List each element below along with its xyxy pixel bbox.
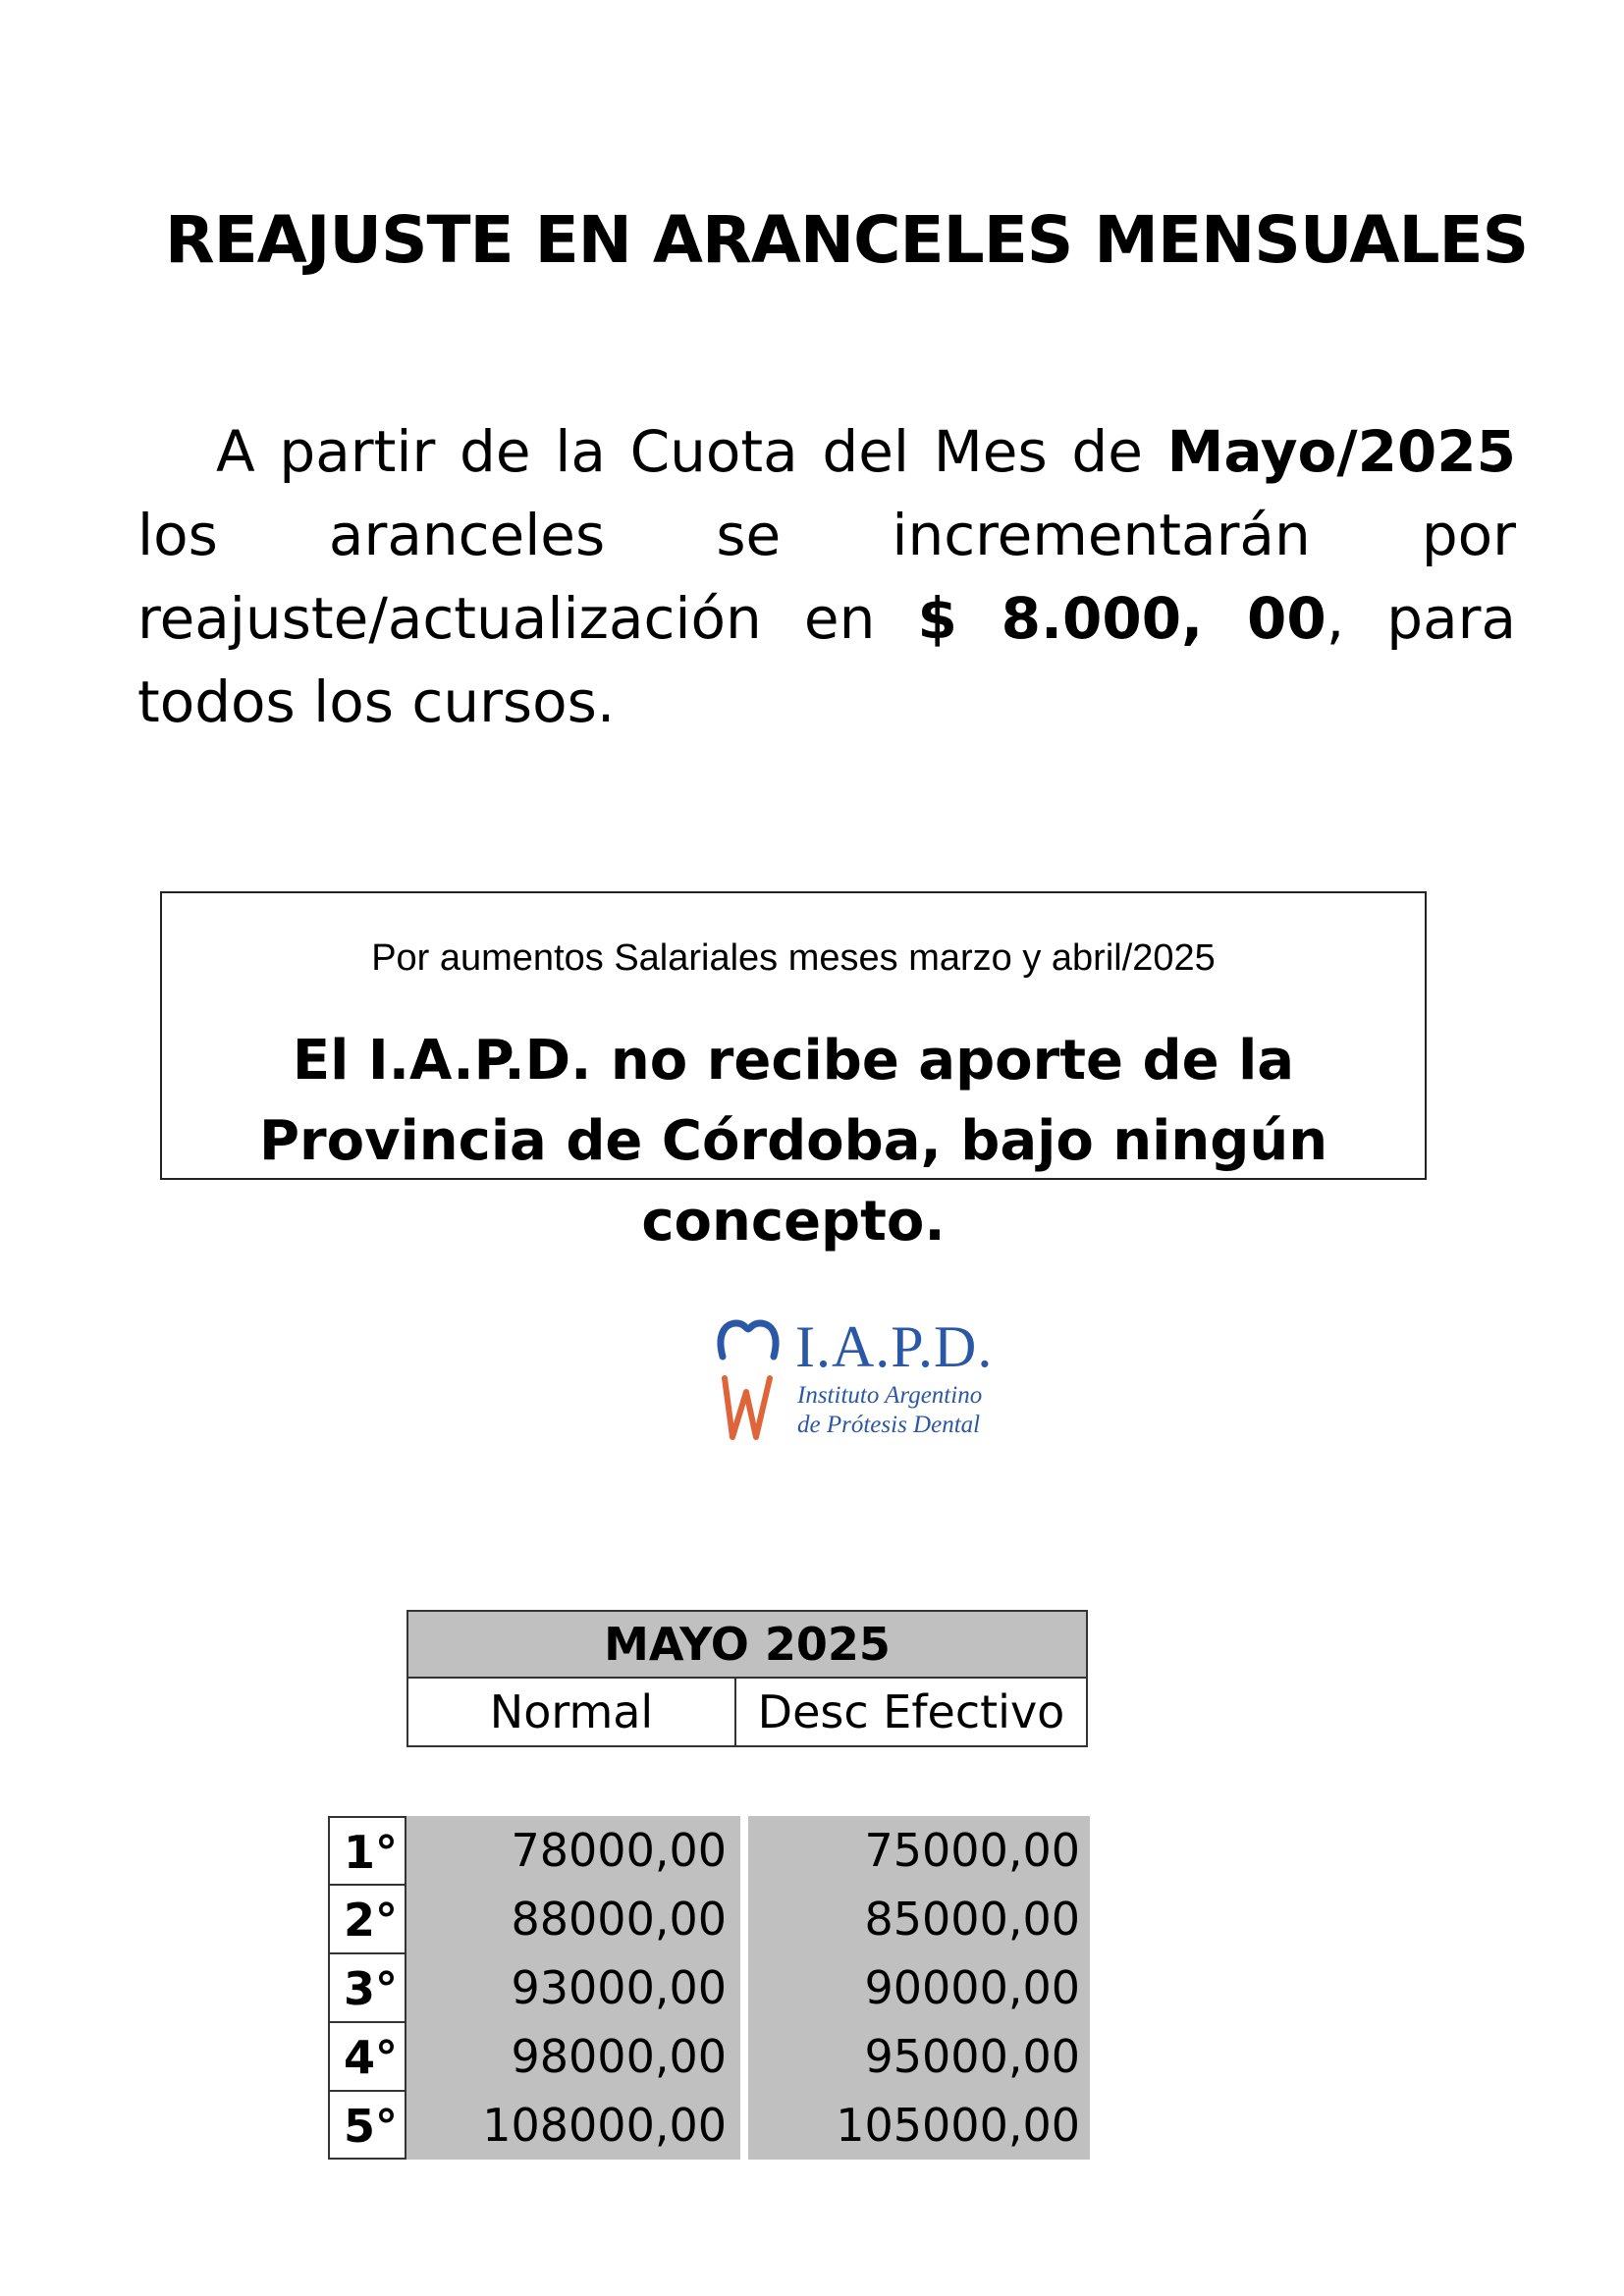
table-title: MAYO 2025 — [406, 1610, 1088, 1679]
column-desc-efectivo: Desc Efectivo — [734, 1679, 1088, 1747]
paragraph-amount: $ 8.000, 00 — [917, 585, 1326, 652]
column-normal: Normal — [406, 1679, 736, 1747]
cash-discount-fee: 75000,00 — [748, 1816, 1090, 1885]
course-label: 2° — [328, 1885, 406, 1953]
cash-discount-fee: 85000,00 — [748, 1885, 1090, 1953]
logo-subtitle-1: Instituto Argentino — [797, 1382, 983, 1409]
table-row — [328, 1885, 1090, 1953]
paragraph-text-3: , para todos los cursos. — [137, 585, 1517, 735]
course-label: 3° — [328, 1953, 406, 2022]
normal-fee: 78000,00 — [406, 1816, 740, 1885]
normal-fee: 93000,00 — [406, 1953, 740, 2022]
course-label: 1° — [328, 1816, 406, 1885]
table-row — [328, 2091, 1090, 2160]
logo-name: I.A.P.D. — [795, 1314, 994, 1379]
cash-discount-fee: 95000,00 — [748, 2022, 1090, 2091]
table-row — [328, 2022, 1090, 2091]
normal-fee: 108000,00 — [406, 2091, 740, 2160]
notice-subtitle: Por aumentos Salariales meses marzo y abril/2025 — [371, 937, 1216, 979]
cash-discount-fee: 105000,00 — [748, 2091, 1090, 2160]
normal-fee: 98000,00 — [406, 2022, 740, 2091]
cash-discount-fee: 90000,00 — [748, 1953, 1090, 2022]
tooth-icon — [713, 1317, 784, 1445]
iapd-logo — [713, 1313, 998, 1451]
fee-table-header — [406, 1610, 1088, 1747]
table-row — [328, 1953, 1090, 2022]
announcement-paragraph — [137, 410, 1516, 744]
logo-subtitle-2: de Prótesis Dental — [797, 1412, 981, 1438]
fee-table-rows — [328, 1816, 1090, 2160]
paragraph-text-1: A partir de la Cuota del Mes de — [216, 418, 1167, 485]
normal-fee: 88000,00 — [406, 1885, 740, 1953]
paragraph-text-2: los aranceles se incrementarán por reajuste/actualización en — [137, 502, 1516, 652]
table-row — [328, 1816, 1090, 1885]
notice-statement: El I.A.P.D. no recibe aporte de la Provincia de Córdoba, bajo ningún concepto. — [258, 1029, 1328, 1254]
notice-box — [160, 891, 1427, 1254]
course-label: 5° — [328, 2091, 406, 2160]
course-label: 4° — [328, 2022, 406, 2091]
paragraph-month: Mayo/2025 — [1166, 418, 1516, 485]
page-title: REAJUSTE EN ARANCELES MENSUALES — [164, 202, 1529, 278]
